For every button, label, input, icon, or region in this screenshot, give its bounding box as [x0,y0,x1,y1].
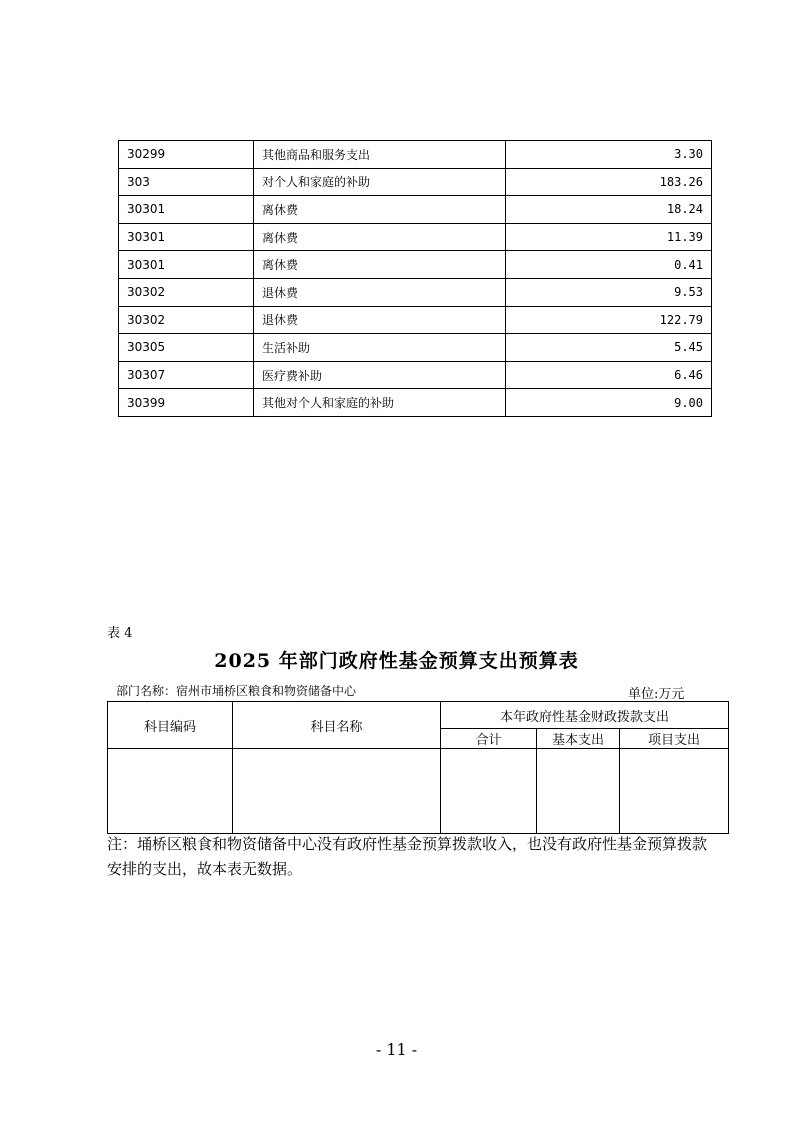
amount-cell: 9.00 [506,389,712,417]
code-cell: 30302 [119,306,254,334]
table-note: 注：埇桥区粮食和物资储备中心没有政府性基金预算拨款收入，也没有政府性基金预算拨款安排的支出，故本表无数据。 [107,835,708,878]
name-cell: 离休费 [254,196,506,224]
empty-cell [620,749,729,834]
empty-cell [108,749,233,834]
code-cell: 30301 [119,223,254,251]
name-cell: 对个人和家庭的补助 [254,168,506,196]
name-cell: 生活补助 [254,334,506,362]
table-row [119,196,712,224]
amount-cell: 3.30 [506,141,712,169]
name-cell: 离休费 [254,251,506,279]
code-cell: 30302 [119,278,254,306]
table-label: 表 4 [107,626,133,641]
amount-cell: 11.39 [506,223,712,251]
amount-cell: 183.26 [506,168,712,196]
table-row [119,223,712,251]
code-cell: 30305 [119,334,254,362]
code-cell: 303 [119,168,254,196]
name-cell: 退休费 [254,278,506,306]
code-cell: 30301 [119,196,254,224]
table-row [119,334,712,362]
amount-cell: 0.41 [506,251,712,279]
name-cell: 退休费 [254,306,506,334]
expenditure-detail-table [118,140,712,417]
amount-cell: 122.79 [506,306,712,334]
table-row [119,141,712,169]
name-cell: 其他对个人和家庭的补助 [254,389,506,417]
header-project: 项目支出 [620,729,729,749]
page-number: - 11 - [375,1040,418,1059]
code-cell: 30307 [119,361,254,389]
header-name: 科目名称 [233,702,441,749]
table-row [119,306,712,334]
department-name: 部门名称：宿州市埇桥区粮食和物资储备中心 [116,684,357,698]
empty-cell [537,749,620,834]
empty-row [108,749,729,834]
amount-cell: 18.24 [506,196,712,224]
name-cell: 其他商品和服务支出 [254,141,506,169]
amount-cell: 6.46 [506,361,712,389]
empty-cell [441,749,537,834]
name-cell: 离休费 [254,223,506,251]
header-code: 科目编码 [108,702,233,749]
table-row [119,251,712,279]
empty-cell [233,749,441,834]
header-basic: 基本支出 [537,729,620,749]
code-cell: 30399 [119,389,254,417]
table-row [119,361,712,389]
amount-cell: 5.45 [506,334,712,362]
code-cell: 30299 [119,141,254,169]
name-cell: 医疗费补助 [254,361,506,389]
table-row [119,389,712,417]
page-title: 2025 年部门政府性基金预算支出预算表 [214,650,579,672]
unit-label: 单位:万元 [628,687,685,702]
table-row [119,278,712,306]
government-fund-budget-table [107,701,729,834]
amount-cell: 9.53 [506,278,712,306]
header-group: 本年政府性基金财政拨款支出 [441,702,729,729]
header-total: 合计 [441,729,537,749]
table-row [119,168,712,196]
code-cell: 30301 [119,251,254,279]
